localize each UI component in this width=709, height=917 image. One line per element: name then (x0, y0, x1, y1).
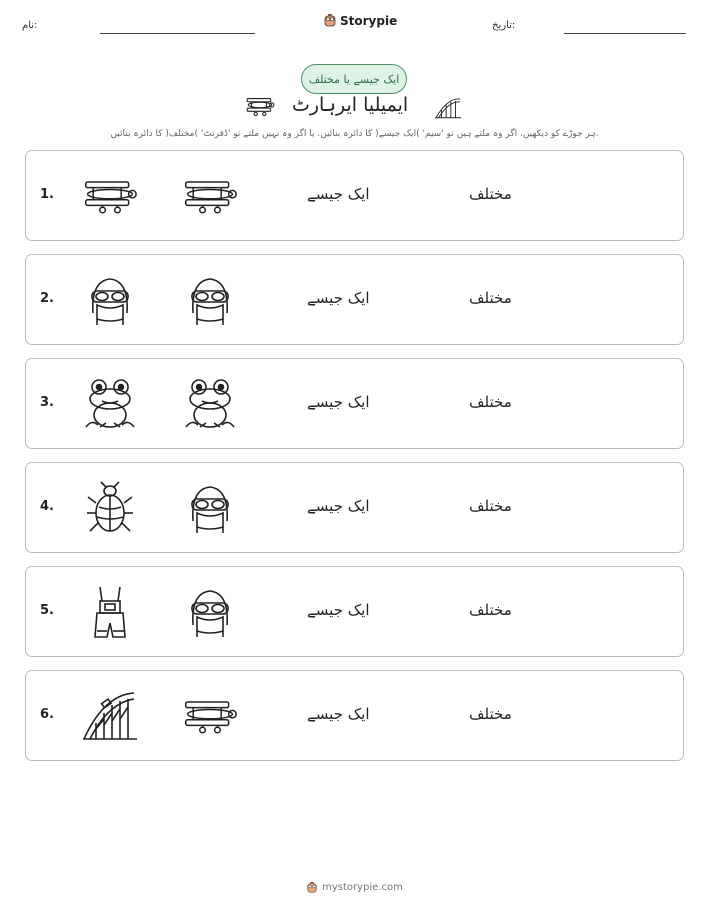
aviator-helmet-icon (182, 481, 238, 535)
activity-badge: ایک جیسے یا مختلف (301, 64, 407, 94)
biplane-icon (182, 169, 238, 223)
brand-name: Storypie (340, 13, 398, 28)
same-option[interactable]: ایک جیسے (307, 393, 370, 411)
instructions: ہر جوڑے کو دیکھیں. اگر وہ ملتے ہیں تو 'سیم' )ایک جیسے( کا دائرہ بنائیں. یا اگر وہ نہیں ملتے تو 'ڈفرنٹ' )مختلف( کا دائرہ بنائیں. (110, 129, 599, 139)
aviator-helmet-icon (182, 273, 238, 327)
row-number: 3. (40, 395, 54, 410)
biplane-title-icon (244, 95, 276, 117)
frog-icon (182, 377, 238, 431)
row-number: 1. (40, 187, 54, 202)
row-number: 5. (40, 603, 54, 618)
pair-row-1 (25, 150, 684, 241)
biplane-icon (182, 689, 238, 743)
date-label: تاریخ: (492, 20, 516, 31)
same-option[interactable]: ایک جیسے (307, 601, 370, 619)
name-label: نام: (22, 20, 38, 31)
name-line[interactable] (100, 33, 255, 34)
overalls-icon (82, 585, 138, 639)
footer-url[interactable]: mystorypie.com (322, 882, 403, 893)
pair-row-6 (25, 670, 684, 761)
different-option[interactable]: مختلف (469, 289, 512, 307)
different-option[interactable]: مختلف (469, 705, 512, 723)
storypie-mascot-icon (323, 13, 337, 28)
pair-row-3 (25, 358, 684, 449)
roller-coaster-icon (82, 689, 138, 743)
aviator-helmet-icon (82, 273, 138, 327)
row-number: 6. (40, 707, 54, 722)
beetle-icon (82, 481, 138, 535)
row-number: 2. (40, 291, 54, 306)
roller-coaster-title-icon (434, 95, 462, 119)
same-option[interactable]: ایک جیسے (307, 497, 370, 515)
pair-row-5 (25, 566, 684, 657)
footer (0, 881, 709, 894)
frog-icon (82, 377, 138, 431)
pair-row-4 (25, 462, 684, 553)
row-number: 4. (40, 499, 54, 514)
different-option[interactable]: مختلف (469, 497, 512, 515)
same-option[interactable]: ایک جیسے (307, 185, 370, 203)
aviator-helmet-icon (182, 585, 238, 639)
date-line[interactable] (564, 33, 686, 34)
storypie-mascot-icon (306, 881, 318, 894)
same-option[interactable]: ایک جیسے (307, 289, 370, 307)
worksheet-title: ایمیلیا ایرہارٹ (292, 94, 409, 116)
brand-logo (323, 13, 397, 28)
biplane-icon (82, 169, 138, 223)
pair-row-2 (25, 254, 684, 345)
different-option[interactable]: مختلف (469, 601, 512, 619)
different-option[interactable]: مختلف (469, 185, 512, 203)
same-option[interactable]: ایک جیسے (307, 705, 370, 723)
different-option[interactable]: مختلف (469, 393, 512, 411)
